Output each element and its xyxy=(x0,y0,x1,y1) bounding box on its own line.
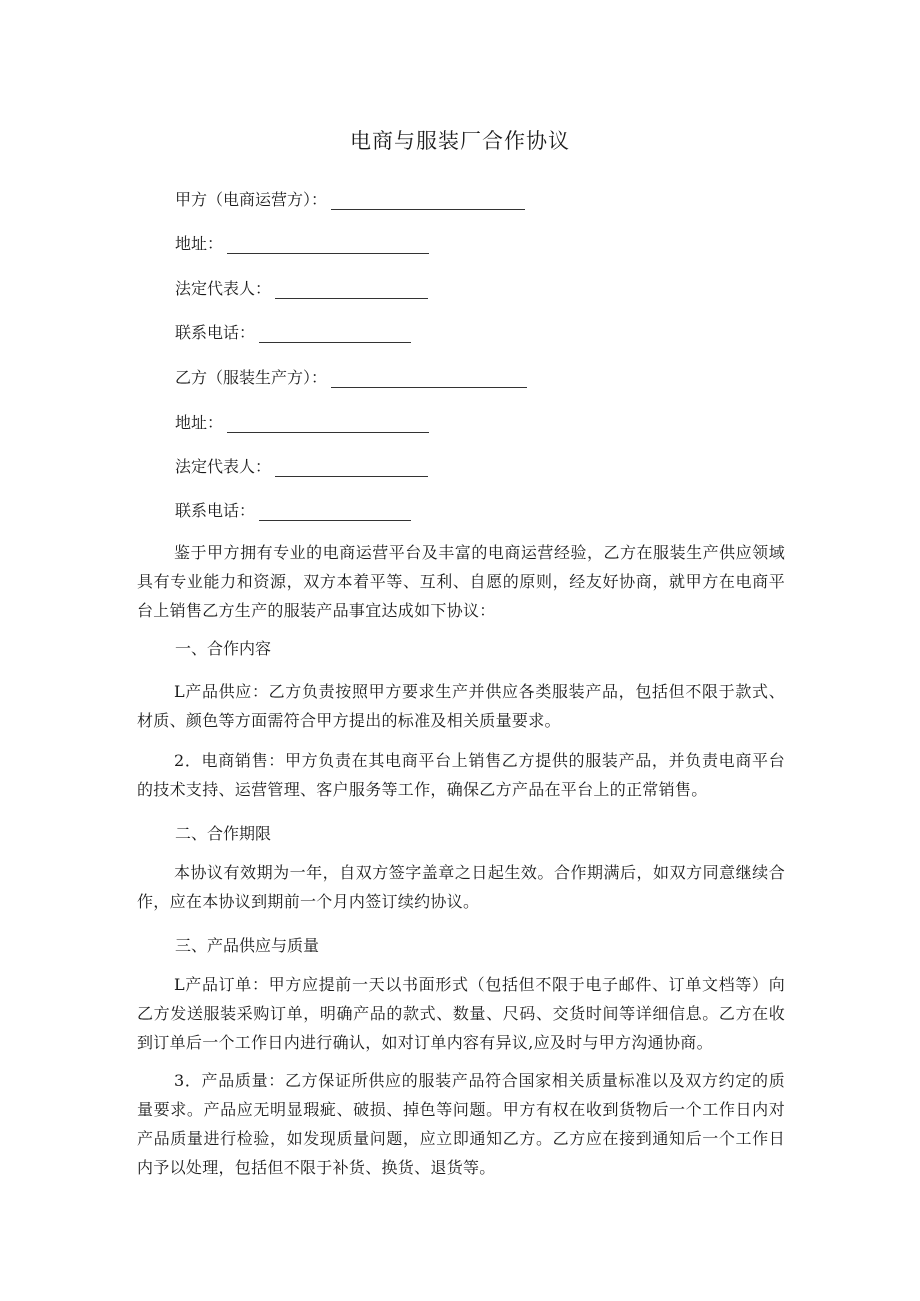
section-1-item-2: 2．电商销售：甲方负责在其电商平台上销售乙方提供的服装产品，并负责电商平台的技术支持、运营管理、客户服务等工作，确保乙方产品在平台上的正常销售。 xyxy=(137,751,785,799)
party-b-rep-label: 法定代表人： xyxy=(175,457,272,476)
party-b-address-blank[interactable] xyxy=(227,418,429,433)
party-a-address-label: 地址： xyxy=(175,234,224,253)
party-b-address-field xyxy=(175,410,429,433)
party-b-rep-field xyxy=(175,454,428,477)
party-a-rep-field xyxy=(175,276,428,299)
party-a-rep-blank[interactable] xyxy=(275,284,428,299)
section-3-item-2: 3．产品质量：乙方保证所供应的服装产品符合国家相关质量标准以及双方约定的质量要求。产品应无明显瑕疵、破损、掉色等问题。甲方有权在收到货物后一个工作日内对产品质量进行检验，如发现质量问题，应立即通知乙方。乙方应在接到通知后一个工作日内予以处理，包括但不限于补货、换货、退货等。 xyxy=(137,1071,785,1177)
section-1-item-1: L产品供应：乙方负责按照甲方要求生产并供应各类服装产品，包括但不限于款式、材质、颜色等方面需符合甲方提出的标准及相关质量要求。 xyxy=(137,682,785,730)
party-b-name-label: 乙方（服装生产方）： xyxy=(175,368,328,387)
party-a-address-blank[interactable] xyxy=(227,239,429,254)
section-3-heading: 三、产品供应与质量 xyxy=(175,936,320,955)
party-a-name-field xyxy=(175,187,525,210)
section-2-heading: 二、合作期限 xyxy=(175,824,272,843)
party-b-phone-field xyxy=(175,498,411,521)
section-1-heading: 一、合作内容 xyxy=(175,639,272,658)
document-title: 电商与服装厂合作协议 xyxy=(350,129,570,153)
party-b-name-blank[interactable] xyxy=(331,373,527,388)
party-a-phone-label: 联系电话： xyxy=(175,323,256,342)
party-b-name-field xyxy=(175,365,527,388)
section-3-item-1: L产品订单：甲方应提前一天以书面形式（包括但不限于电子邮件、订单文档等）向乙方发送服装采购订单，明确产品的款式、数量、尺码、交货时间等详细信息。乙方在收到订单后一个工作日内进行确认，如对订单内容有异议,应及时与甲方沟通协商。 xyxy=(137,975,785,1052)
party-a-name-label: 甲方（电商运营方）： xyxy=(175,190,328,209)
party-b-rep-blank[interactable] xyxy=(275,462,428,477)
section-2-text: 本协议有效期为一年，自双方签字盖章之日起生效。合作期满后，如双方同意继续合作，应在本协议到期前一个月内签订续约协议。 xyxy=(137,863,785,911)
party-b-phone-label: 联系电话： xyxy=(175,501,256,520)
party-b-phone-blank[interactable] xyxy=(259,506,411,521)
intro-paragraph: 鉴于甲方拥有专业的电商运营平台及丰富的电商运营经验，乙方在服装生产供应领域具有专业能力和资源，双方本着平等、互利、自愿的原则，经友好协商，就甲方在电商平台上销售乙方生产的服装产品事宜达成如下协议： xyxy=(137,543,785,620)
party-a-phone-blank[interactable] xyxy=(259,328,411,343)
party-a-phone-field xyxy=(175,320,411,343)
party-b-address-label: 地址： xyxy=(175,413,224,432)
party-a-name-blank[interactable] xyxy=(331,195,525,210)
party-a-address-field xyxy=(175,231,429,254)
party-a-rep-label: 法定代表人： xyxy=(175,279,272,298)
